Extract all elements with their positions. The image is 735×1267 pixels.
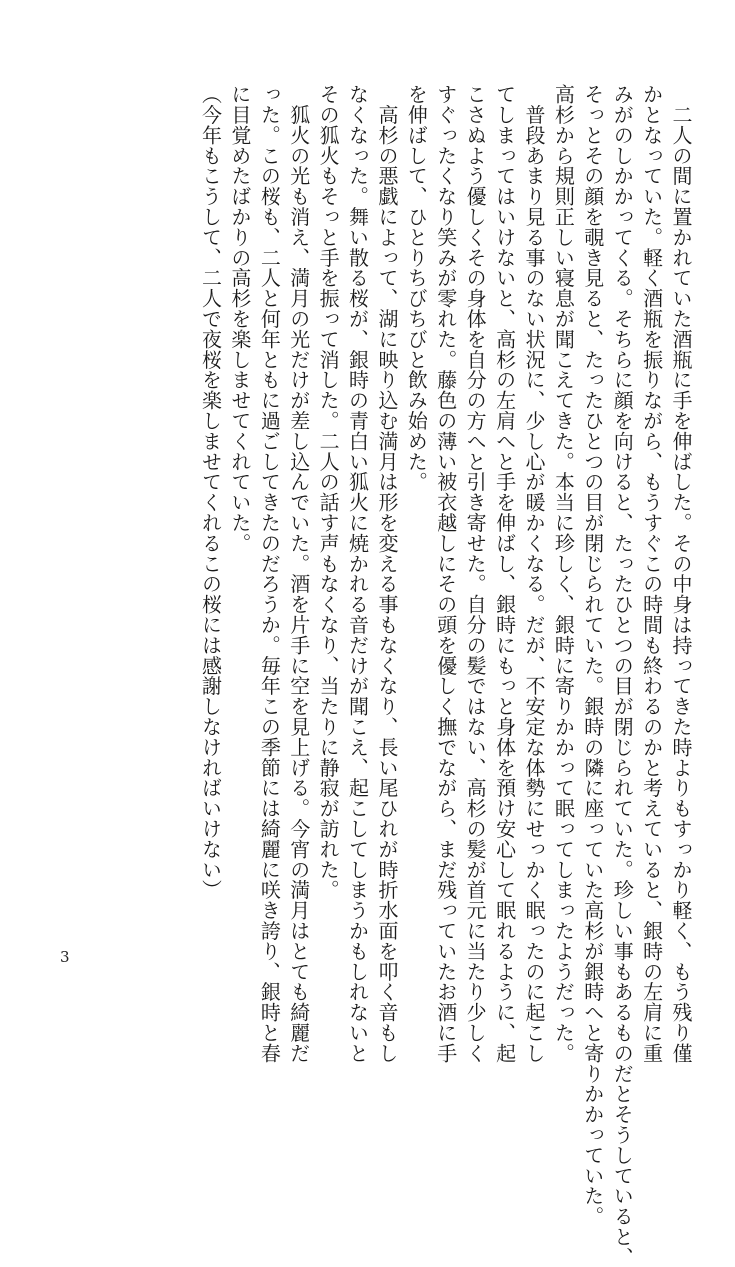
- text-line-1: 二人の間に置かれていた酒瓶に手を伸ばした。その中身は持ってきた時よりもすっかり軽く、もう残り僅: [669, 84, 693, 1064]
- text-line-15: った。この桜も、二人と何年ともに過ごしてきたのだろうか。毎年この季節には綺麗に咲き誇り、銀時と春: [257, 84, 282, 1064]
- text-line-8: こさぬよう優しくその身体を自分の方へと引き寄せた。自分の髪ではない、高杉の髪が首元に当たり少しく: [463, 84, 488, 1064]
- text-line-17: （今年もこうして、二人で夜桜を楽しませてくれるこの桜には感謝しなければいけない）: [198, 84, 223, 900]
- text-line-7: てしまってはいけないと、高杉の左肩へと手を伸ばし、銀時にもっと身体を預け安心して眠れるように、起: [492, 84, 517, 1064]
- text-line-11: 高杉の悪戯によって、湖に映り込む満月は形を変える事もなくなり、長い尾ひれが時折水面を叩く音もし: [374, 84, 399, 1064]
- text-line-13: その狐火もそっと手を振って消した。二人の話す声もなくなり、当たりに静寂が訪れた。: [316, 84, 341, 900]
- text-line-6: 普段あまり見る事のない状況に、少し心が暖かくなる。だが、不安定な体勢にせっかく眠ったのに起こし: [521, 84, 546, 1064]
- text-line-5: 高杉から規則正しい寝息が聞こえてきた。本当に珍しく、銀時に寄りかかって眠ってしまったようだった。: [551, 84, 576, 1064]
- page-number: 3: [60, 948, 70, 966]
- text-line-9: すぐったくなり笑みが零れた。藤色の薄い被衣越しにその頭を優しく撫でながら、まだ残っていたお酒に手: [433, 84, 458, 1064]
- text-line-12: なくなった。舞い散る桜が、銀時の青白い狐火に焼かれる音だけが聞こえ、起こしてしまうかもしれないと: [345, 84, 370, 1064]
- text-line-3: みがのしかかってくる。そちらに顔を向けると、たったひとつの目が閉じられていた。珍しい事もあるものだとそうしていると、: [610, 84, 635, 1267]
- text-line-14: 狐火の光も消え、満月の光だけが差し込んでいた。酒を片手に空を見上げる。今宵の満月はとても綺麗だ: [286, 84, 311, 1064]
- text-line-10: を伸ばして、ひとりちびちびと飲み始めた。: [404, 84, 429, 492]
- text-line-16: に目覚めたばかりの高杉を楽しませてくれていた。: [227, 84, 252, 554]
- body-text: [65, 84, 695, 1267]
- text-line-2: かとなっていた。軽く酒瓶を振りながら、もうすぐこの時間も終わるのかと考えていると、銀時の左肩に重: [639, 84, 664, 1064]
- text-line-4: そっとその顔を覗き見ると、たったひとつの目が閉じられていた。銀時の隣に座っていた高杉が銀時へと寄りかかっていた。: [580, 84, 605, 1227]
